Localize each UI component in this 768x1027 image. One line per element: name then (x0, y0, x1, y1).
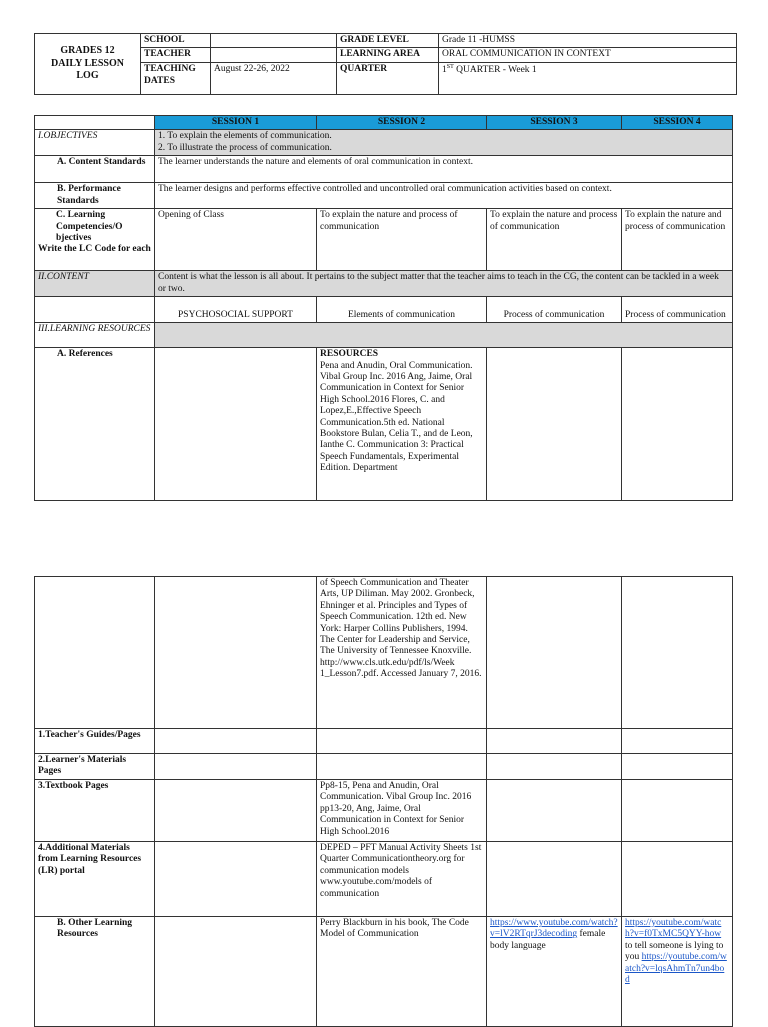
teachers-guides-session-3 (487, 729, 622, 754)
content-empty-cell (35, 297, 155, 323)
resources-heading: RESOURCES (320, 349, 379, 360)
references-cont-session-4 (622, 577, 733, 729)
session-2-header: SESSION 2 (317, 116, 487, 130)
additional-session-2: DEPED – PFT Manual Activity Sheets 1st Quarter Communicationtheory.org for communication models www.youtube.com/models of communication (317, 842, 487, 917)
content-standards-label: A. Content Standards (35, 156, 155, 183)
competency-session-1: Opening of Class (155, 209, 317, 271)
youtube-link[interactable]: https://www.youtube.com/watch?v=lV2RTqrJ3decoding (490, 918, 618, 940)
content-session-1: PSYCHOSOCIAL SUPPORT (155, 297, 317, 323)
textbook-pages-label: 3.Textbook Pages (35, 780, 155, 842)
other-resources-session-1 (155, 917, 317, 1027)
competencies-label (35, 209, 155, 271)
lc-code-note: Write the LC Code for each (38, 244, 151, 255)
references-text: Pena and Anudin, Oral Communication. Vibal Group Inc. 2016 Ang, Jaime, Oral Communication in Context for Senior High School.2016 Flores, C. and Lopez,E.,Effective Speech Communication.5th ed. National Bookstore Bulan, Celia T., and de Leon, Ianthe C. Communication 3: Practical Speech Fundamentals, Experimental Edition. Department (320, 360, 473, 474)
content-standards-text: The learner understands the nature and elements of oral communication in context. (155, 156, 733, 183)
additional-session-4 (622, 842, 733, 917)
teachers-guides-session-2 (317, 729, 487, 754)
references-cont-session-2: of Speech Communication and Theater Arts, UP Diliman. May 2002. Gronbeck, Ehninger et al. Principles and Types of Speech Communication. 12th ed. New York: Harper Collins Publishers, 1994. The Center for Leadership and Service, The University of Tennessee Knoxville. http://www.cls.utk.edu/pdf/ls/Week 1_Lesson7.pdf. Accessed January 7, 2016. (317, 577, 487, 729)
content-label: II.CONTENT (35, 271, 155, 297)
youtube-link[interactable]: https://youtube.com/watch?v=lqsAhmTn7un4bod (625, 952, 727, 985)
quarter-text: QUARTER - Week 1 (453, 65, 537, 76)
teachers-guides-session-1 (155, 729, 317, 754)
references-label: A. References (35, 348, 155, 501)
objective-item: 2. To illustrate the process of communication. (158, 142, 332, 153)
competencies-label-text: C. Learning Competencies/O bjectives (56, 210, 123, 243)
quarter-suffix: ST (446, 64, 454, 71)
teacher-label: TEACHER (141, 48, 211, 63)
teaching-dates-label-line: DATES (144, 75, 175, 86)
references-session-1 (155, 348, 317, 501)
youtube-link[interactable]: https://youtube.com/watch?v=f0TxMC5QYY-how (625, 918, 722, 940)
dll-title (35, 34, 141, 95)
teaching-dates-value: August 22-26, 2022 (211, 63, 337, 95)
learners-materials-session-2 (317, 754, 487, 780)
learning-area-value: ORAL COMMUNICATION IN CONTEXT (439, 48, 737, 63)
competency-session-4: To explain the nature and process of communication (622, 209, 733, 271)
title-line: GRADES 12 (60, 45, 115, 57)
link-caption: female body language (490, 929, 606, 951)
learners-materials-session-4 (622, 754, 733, 780)
competency-session-3: To explain the nature and process of communication (487, 209, 622, 271)
learning-resources-shaded (155, 323, 733, 348)
lesson-table-page1 (34, 115, 733, 501)
session-3-header: SESSION 3 (487, 116, 622, 130)
session-1-header: SESSION 1 (155, 116, 317, 130)
quarter-value (439, 63, 737, 95)
textbook-session-4 (622, 780, 733, 842)
teacher-value (211, 48, 337, 63)
grade-level-value: Grade 11 -HUMSS (439, 34, 737, 48)
lesson-table-page2 (34, 576, 733, 1027)
session-4-header: SESSION 4 (622, 116, 733, 130)
learning-area-label: LEARNING AREA (337, 48, 439, 63)
quarter-label: QUARTER (337, 63, 439, 95)
performance-standards-text: The learner designs and performs effective controlled and uncontrolled oral communication activities based on context. (155, 183, 733, 209)
grade-level-label: GRADE LEVEL (337, 34, 439, 48)
content-session-2: Elements of communication (317, 297, 487, 323)
additional-materials-label: 4.Additional Materials from Learning Resources (LR) portal (35, 842, 155, 917)
header-table (34, 33, 737, 95)
textbook-session-3 (487, 780, 622, 842)
school-value (211, 34, 337, 48)
teachers-guides-session-4 (622, 729, 733, 754)
references-cont-session-1 (155, 577, 317, 729)
learners-materials-label: 2.Learner's Materials Pages (35, 754, 155, 780)
quarter-number: 1 (442, 65, 447, 76)
content-session-4: Process of communication (622, 297, 733, 323)
corner-cell (35, 116, 155, 130)
objectives-text (155, 130, 733, 156)
learners-materials-session-1 (155, 754, 317, 780)
teaching-dates-label-line: TEACHING (144, 64, 196, 75)
content-description: Content is what the lesson is all about. It pertains to the subject matter that the teacher aims to teach in the CG, the content can be tackled in a week or two. (155, 271, 733, 297)
textbook-session-1 (155, 780, 317, 842)
teaching-dates-label (141, 63, 211, 95)
school-label: SCHOOL (141, 34, 211, 48)
link-caption: to tell someone is lying to you (625, 940, 724, 963)
title-line: DAILY LESSON (51, 57, 124, 69)
textbook-session-2: Pp8-15, Pena and Anudin, Oral Communication. Vibal Group Inc. 2016 pp13-20, Ang, Jaime, Oral Communication in Context for Senior High School.2016 (317, 780, 487, 842)
references-session-4 (622, 348, 733, 501)
references-session-3 (487, 348, 622, 501)
performance-standards-label: B. Performance Standards (35, 183, 155, 209)
learners-materials-session-3 (487, 754, 622, 780)
additional-session-1 (155, 842, 317, 917)
objectives-label: I.OBJECTIVES (35, 130, 155, 156)
other-resources-label: B. Other Learning Resources (35, 917, 155, 1027)
additional-session-3 (487, 842, 622, 917)
other-resources-session-2: Perry Blackburn in his book, The Code Model of Communication (317, 917, 487, 1027)
references-cont-label (35, 577, 155, 729)
objective-item: 1. To explain the elements of communication. (158, 131, 332, 142)
references-session-2 (317, 348, 487, 501)
teachers-guides-label: 1.Teacher's Guides/Pages (35, 729, 155, 754)
competency-session-2: To explain the nature and process of communication (317, 209, 487, 271)
title-line: LOG (76, 70, 99, 82)
other-resources-session-3 (487, 917, 622, 1027)
other-resources-session-4 (622, 917, 733, 1027)
references-cont-session-3 (487, 577, 622, 729)
learning-resources-label: III.LEARNING RESOURCES (35, 323, 155, 348)
content-session-3: Process of communication (487, 297, 622, 323)
